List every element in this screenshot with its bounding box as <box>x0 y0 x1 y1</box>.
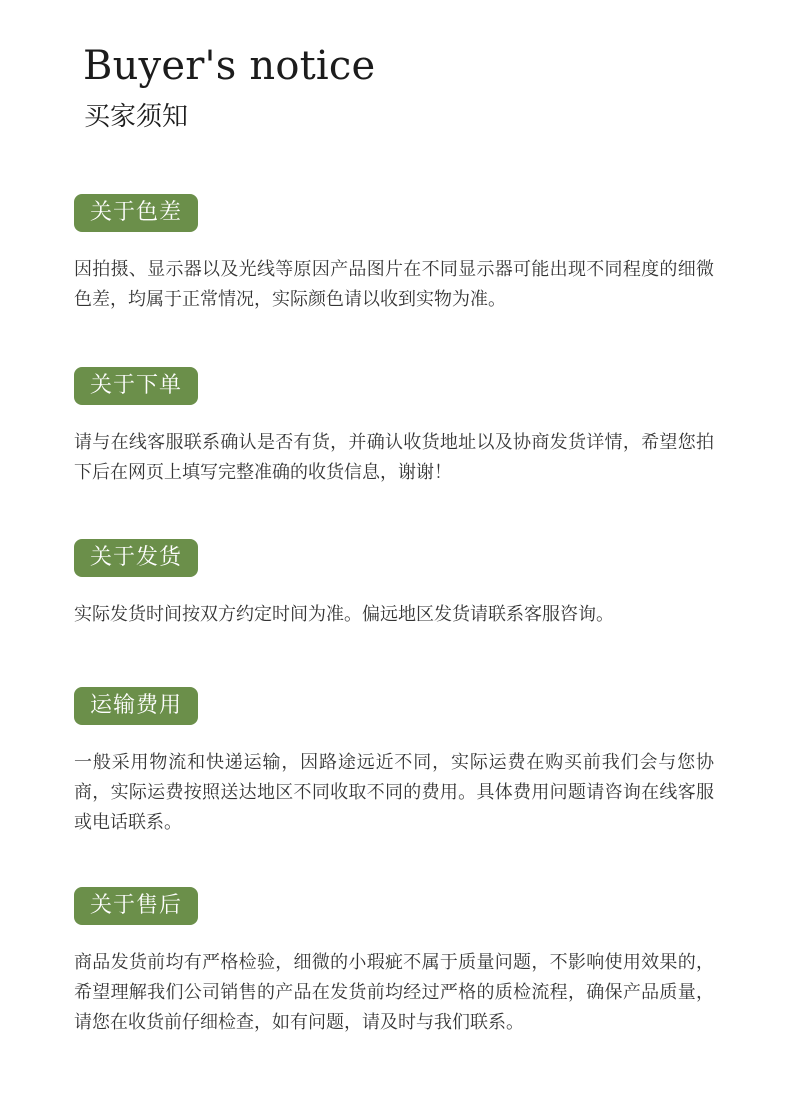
section-heading-badge: 关于发货 <box>74 539 198 577</box>
section-body-text: 请与在线客服联系确认是否有货，并确认收货地址以及协商发货详情，希望您拍下后在网页上填写完整准确的收货信息，谢谢！ <box>74 432 714 483</box>
page-title: Buyer's notice <box>83 43 376 89</box>
section-shipping <box>74 539 714 630</box>
section-heading-badge: 关于售后 <box>74 887 198 925</box>
section-shipping-fees <box>74 687 714 838</box>
section-after-sales <box>74 887 714 1038</box>
section-heading-badge: 关于下单 <box>74 367 198 405</box>
section-body-text: 因拍摄、显示器以及光线等原因产品图片在不同显示器可能出现不同程度的细微色差，均属于正常情况，实际颜色请以收到实物为准。 <box>74 259 714 310</box>
section-body-text: 一般采用物流和快递运输，因路途远近不同，实际运费在购买前我们会与您协商，实际运费按照送达地区不同收取不同的费用。具体费用问题请咨询在线客服或电话联系。 <box>74 752 714 833</box>
section-heading-badge: 运输费用 <box>74 687 198 725</box>
page-subtitle: 买家须知 <box>84 102 189 132</box>
section-ordering <box>74 367 714 488</box>
section-heading-badge: 关于色差 <box>74 194 198 232</box>
section-color-difference <box>74 194 714 315</box>
section-body-text: 实际发货时间按双方约定时间为准。偏远地区发货请联系客服咨询。 <box>74 604 614 625</box>
section-body-text: 商品发货前均有严格检验，细微的小瑕疵不属于质量问题，不影响使用效果的，希望理解我们公司销售的产品在发货前均经过严格的质检流程，确保产品质量，请您在收货前仔细检查，如有问题，请及时与我们联系。 <box>74 952 714 1033</box>
